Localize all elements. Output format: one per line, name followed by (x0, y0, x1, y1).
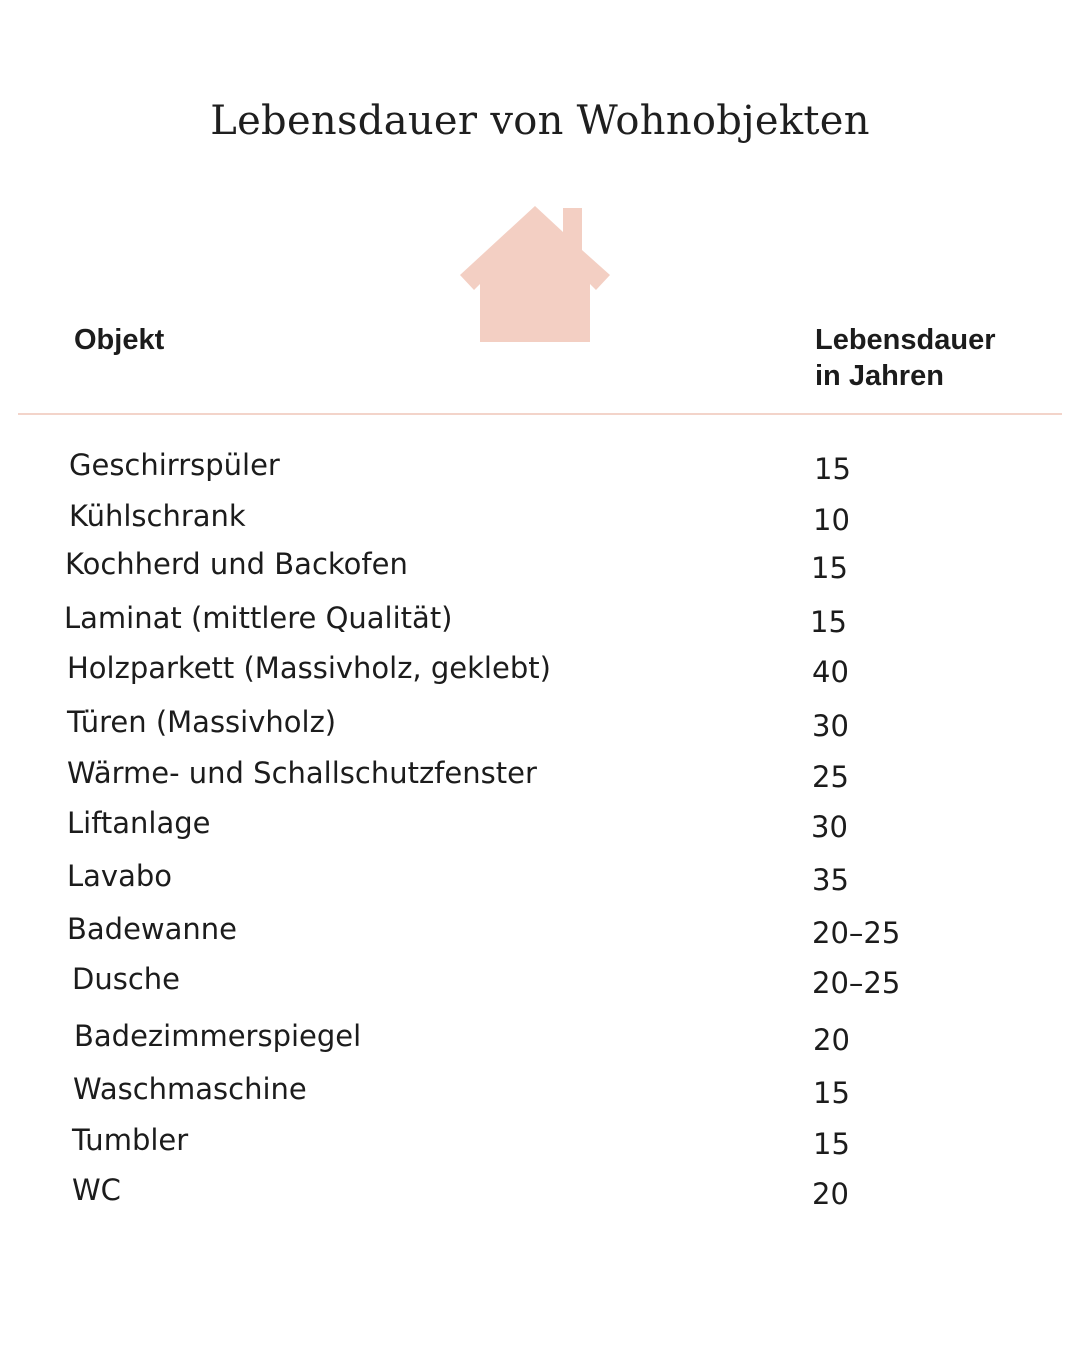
years-cell: 25 (812, 760, 849, 794)
table-row (0, 598, 1080, 638)
house-icon (460, 206, 610, 342)
object-cell: Badewanne (67, 912, 238, 946)
years-cell: 15 (813, 1127, 850, 1161)
object-cell: Liftanlage (67, 806, 211, 840)
years-cell: 30 (812, 709, 849, 743)
years-cell: 20–25 (812, 966, 901, 1000)
years-cell: 40 (812, 655, 849, 689)
object-cell: Wärme- und Schallschutzfenster (67, 756, 537, 790)
years-cell: 15 (811, 551, 848, 585)
object-cell: Lavabo (67, 859, 173, 893)
object-cell: WC (72, 1173, 121, 1207)
object-cell: Kühlschrank (69, 499, 246, 533)
years-cell: 20 (812, 1177, 849, 1211)
table-row (0, 445, 1080, 485)
object-cell: Kochherd und Backofen (65, 547, 408, 581)
years-cell: 20 (813, 1023, 850, 1057)
table-row (0, 1170, 1080, 1210)
object-cell: Holzparkett (Massivholz, geklebt) (67, 651, 551, 685)
table-row (0, 702, 1080, 742)
years-cell: 15 (813, 1076, 850, 1110)
years-cell: 15 (810, 605, 847, 639)
table-row (0, 544, 1080, 584)
column-header-lifespan (815, 322, 1055, 394)
object-cell: Dusche (72, 962, 180, 996)
years-cell: 15 (814, 452, 851, 486)
years-cell: 30 (811, 810, 848, 844)
page-title: Lebensdauer von Wohnobjekten (210, 98, 870, 144)
table-row (0, 753, 1080, 793)
table-row (0, 1120, 1080, 1160)
column-header-object: Objekt (74, 324, 165, 356)
column-header-lifespan-line1: Lebensdauer (815, 324, 996, 356)
object-cell: Waschmaschine (73, 1072, 307, 1106)
object-cell: Badezimmerspiegel (74, 1019, 362, 1053)
column-header-lifespan-line2: in Jahren (815, 360, 944, 392)
years-cell: 35 (812, 863, 849, 897)
table-row (0, 856, 1080, 896)
table-row (0, 1069, 1080, 1109)
years-cell: 10 (813, 503, 850, 537)
table-row (0, 909, 1080, 949)
table-row (0, 959, 1080, 999)
header-divider (18, 413, 1062, 415)
object-cell: Türen (Massivholz) (67, 705, 337, 739)
years-cell: 20–25 (812, 916, 901, 950)
table-row (0, 496, 1080, 536)
object-cell: Tumbler (72, 1123, 189, 1157)
object-cell: Geschirrspüler (69, 448, 280, 482)
object-cell: Laminat (mittlere Qualität) (64, 601, 453, 635)
table-row (0, 1016, 1080, 1056)
house-shape (460, 206, 610, 342)
table-row (0, 803, 1080, 843)
table-row (0, 648, 1080, 688)
